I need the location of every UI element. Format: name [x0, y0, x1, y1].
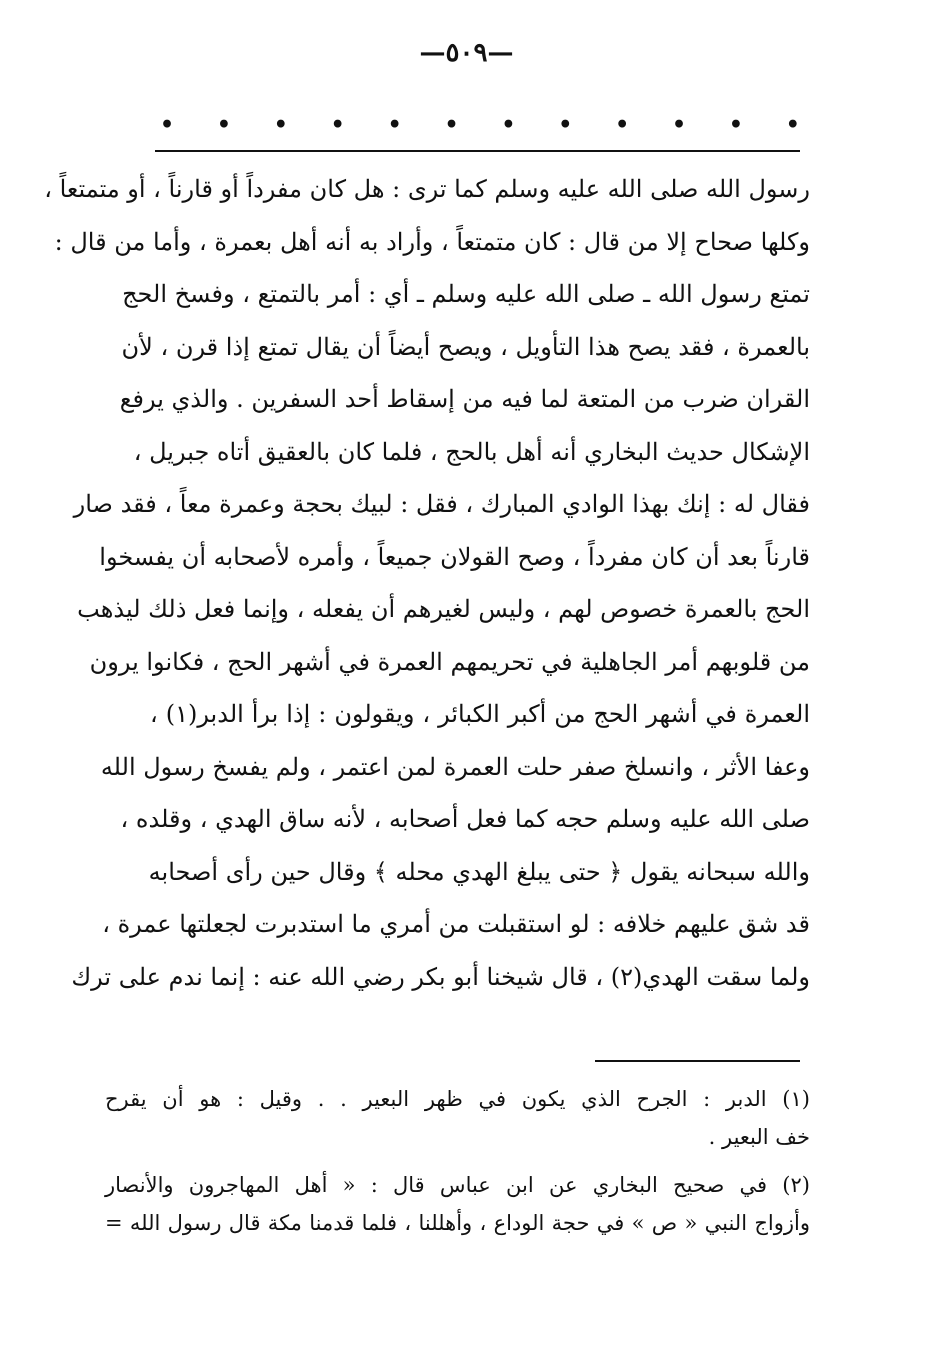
- text-line: العمرة في أشهر الحج من أكبر الكبائر ، ويقولون : إذا برأ الدبر(١) ،: [150, 700, 810, 728]
- text-line: تمتع رسول الله ـ صلى الله عليه وسلم ـ أي : أمر بالتمتع ، وفسخ الحج: [122, 280, 810, 308]
- ornament-dot: •: [672, 112, 687, 138]
- footnote-line: (٢) في صحيح البخاري عن ابن عباس قال : « أهل المهاجرون والأنصار: [105, 1173, 810, 1197]
- text-line: من قلوبهم أمر الجاهلية في تحريمهم العمرة في أشهر الحج ، فكانوا يرون: [89, 647, 810, 676]
- main-text: [44, 163, 810, 1003]
- ornament-dot: •: [785, 112, 800, 138]
- text-line: وكلها صحاح إلا من قال : كان متمتعاً ، وأراد به أنه أهل بعمرة ، وأما من قال :: [54, 227, 810, 256]
- text-line: قارناً بعد أن كان مفرداً ، وصح القولان جميعاً ، وأمره لأصحابه أن يفسخوا: [99, 542, 810, 571]
- ornament-dot: •: [615, 112, 630, 138]
- footnote-1: [105, 1080, 810, 1156]
- ornament-dot: •: [160, 112, 175, 138]
- text-line: فقال له : إنك بهذا الوادي المبارك ، فقل : لبيك بحجة وعمرة معاً ، فقد صار: [73, 490, 810, 518]
- ornament-dot: •: [273, 112, 288, 138]
- text-line: رسول الله صلى الله عليه وسلم كما ترى : هل كان مفرداً أو قارناً ، أو متمتعاً ،: [44, 175, 810, 203]
- text-line: بالعمرة ، فقد يصح هذا التأويل ، ويصح أيضاً أن يقال تمتع إذا قرن ، لأن: [121, 332, 810, 361]
- footnote-line: خف البعير .: [708, 1125, 810, 1149]
- text-line: قد شق عليهم خلافه : لو استقبلت من أمري ما استدبرت لجعلتها عمرة ،: [102, 910, 810, 938]
- footnote-2: [105, 1166, 810, 1242]
- text-line: والله سبحانه يقول ﴿ حتى يبلغ الهدي محله ﴾ وقال حين رأى أصحابه: [148, 857, 810, 886]
- text-line: الحج بالعمرة خصوص لهم ، وليس لغيرهم أن يفعله ، وإنما فعل ذلك ليذهب: [77, 595, 810, 623]
- text-line: الإشكال حديث البخاري أنه أهل بالحج ، فلما كان بالعقيق أتاه جبريل ،: [133, 437, 810, 466]
- header-rule: [155, 150, 800, 152]
- footnote-rule: [595, 1060, 800, 1062]
- text-line: وعفا الأثر ، وانسلخ صفر حلت العمرة لمن اعتمر ، ولم يفسخ رسول الله: [100, 752, 810, 781]
- ornament-dot: •: [728, 112, 743, 138]
- ornament-dot: •: [558, 112, 573, 138]
- ornament-dot: •: [216, 112, 231, 138]
- ornament-dot: •: [387, 112, 402, 138]
- ornament-dot: •: [501, 112, 516, 138]
- footnote-line: وأزواج النبي « ص » في حجة الوداع ، وأهللنا ، فلما قدمنا مكة قال رسول الله =: [105, 1211, 810, 1235]
- text-line: ولما سقت الهدي(٢) ، قال شيخنا أبو بكر رضي الله عنه : إنما ندم على ترك: [71, 962, 810, 991]
- footnote-line: (١) الدبر : الجرح الذي يكون في ظهر البعير . . وقيل : هو أن يقرح: [105, 1087, 810, 1111]
- page-number: —٥٠٩—: [419, 38, 514, 68]
- ornament-dot: •: [444, 112, 459, 138]
- footnotes: [105, 1080, 810, 1242]
- text-line: القران ضرب من المتعة لما فيه من إسقاط أحد السفرين . والذي يرفع: [119, 385, 810, 413]
- text-line: صلى الله عليه وسلم حجه كما فعل أصحابه ، لأنه ساق الهدي ، وقلده ،: [120, 805, 810, 833]
- ornament-dots: [160, 112, 800, 138]
- ornament-dot: •: [330, 112, 345, 138]
